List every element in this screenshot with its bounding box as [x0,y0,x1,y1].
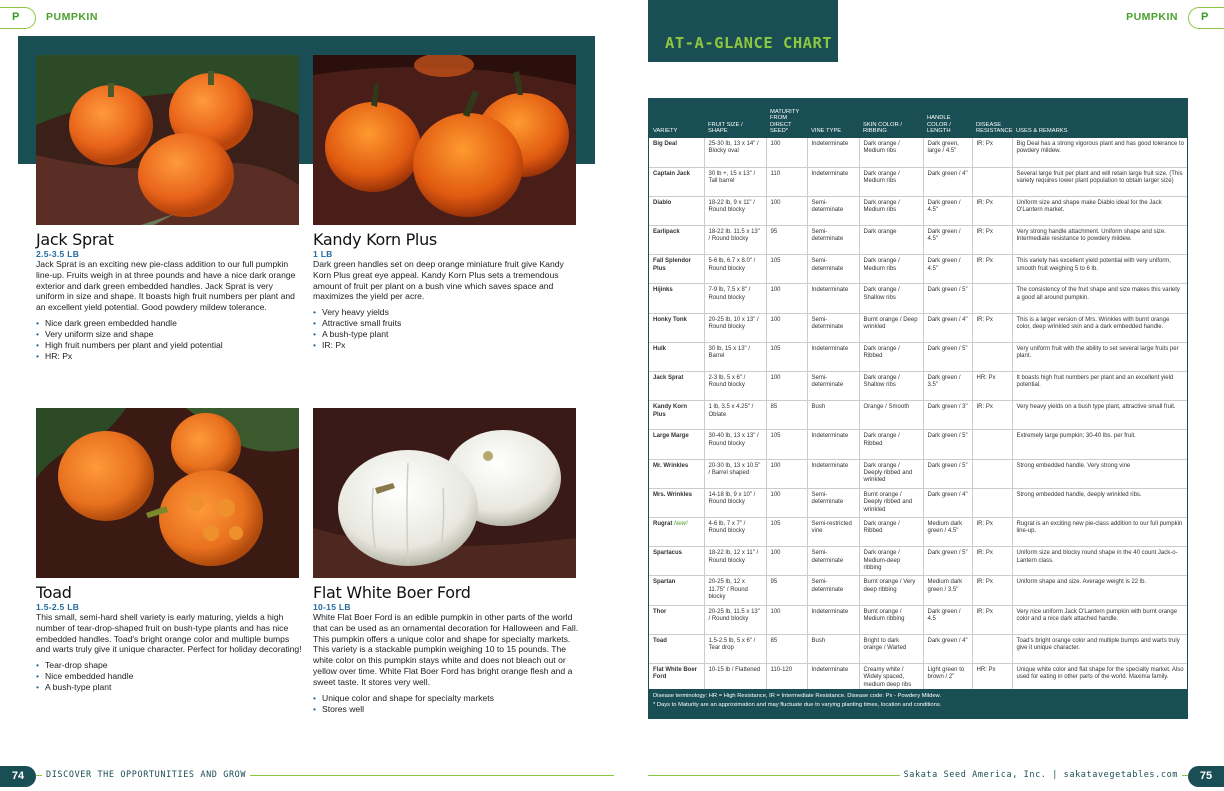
variety-name: Flat White Boer Ford [313,583,471,602]
cell-remarks: Very nice uniform Jack O'Lantern pumpkin with burnt orange color and a nice dark attached handle. [1012,605,1187,634]
cell-maturity: 100 [766,459,807,488]
toad-photo [36,408,299,578]
cell-size: 18-22 lb, 12 x 11" / Round blocky [704,547,766,576]
chart-table [649,99,1187,693]
variety-kandy-korn-plus [313,230,579,351]
variety-name: Mrs. Wrinkles [653,491,692,498]
cell-remarks: Toad's bright orange color and multiple bumps and warts truly give it unique character. [1012,634,1187,663]
chart-title: AT-A-GLANCE CHART [665,34,833,52]
cell-remarks: Rugrat is an exciting new pie-class addition to our full pumpkin line-up. [1012,517,1187,546]
cell-size: 10-15 lb / Flattened [704,663,766,692]
cell-disease [972,167,1012,196]
cell-variety [649,313,704,342]
table-row [649,342,1187,371]
cell-variety [649,547,704,576]
cell-variety [649,517,704,546]
variety-bullets [313,693,579,715]
variety-name: Jack Sprat [653,375,684,381]
column-header: MATURITY FROM DIRECT SEED* [766,99,807,138]
cell-size: 20-25 lb, 10 x 13" / Round blocky [704,313,766,342]
cell-handle: Dark green / 4.5" [923,226,972,255]
cell-size: 7-9 lb, 7.5 x 8" / Round blocky [704,284,766,313]
left-section-name: PUMPKIN [46,11,98,23]
cell-vine: Bush [807,634,859,663]
cell-vine: Indeterminate [807,167,859,196]
cell-variety [649,284,704,313]
cell-remarks: Extremely large pumpkin; 30-40 lbs. per fruit. [1012,430,1187,459]
variety-name: Kandy Korn Plus [653,404,688,418]
cell-maturity: 100 [766,372,807,401]
cell-disease: IR: Px [972,605,1012,634]
cell-vine: Bush [807,401,859,430]
cell-variety [649,459,704,488]
right-section-name: PUMPKIN [1126,11,1178,23]
cell-handle: Medium dark green / 3.5" [923,576,972,605]
cell-remarks: Big Deal has a strong vigorous plant and has good tolerance to powdery mildew. [1012,138,1187,167]
table-row [649,605,1187,634]
cell-variety [649,430,704,459]
cell-vine: Indeterminate [807,284,859,313]
table-row [649,313,1187,342]
cell-handle: Dark green / 4" [923,313,972,342]
cell-variety [649,401,704,430]
cell-vine: Indeterminate [807,138,859,167]
cell-skin: Dark orange / Medium ribs [859,255,923,284]
cell-disease: HR: Px [972,663,1012,692]
cell-maturity: 100 [766,547,807,576]
right-page-number: 75 [1188,766,1224,787]
cell-skin: Dark orange / Shallow ribs [859,284,923,313]
variety-name: Fall Splendor Plus [653,258,692,272]
cell-remarks: Very uniform fruit with the ability to set several large fruits per plant. [1012,342,1187,371]
cell-skin: Dark orange / Ribbed [859,342,923,371]
cell-vine: Indeterminate [807,605,859,634]
cell-vine: Semi-determinate [807,576,859,605]
cell-skin: Dark orange / Ribbed [859,517,923,546]
cell-skin: Dark orange / Deeply ribbed and wrinkled [859,459,923,488]
cell-remarks: Uniform shape and size. Average weight is 22 lb. [1012,576,1187,605]
cell-handle: Dark green / 5" [923,547,972,576]
cell-vine: Semi-determinate [807,313,859,342]
cell-remarks: Uniform size and blocky round shape in the 40 count Jack-o-Lantern class. [1012,547,1187,576]
table-row [649,430,1187,459]
cell-remarks: Strong embedded handle. Very strong vine [1012,459,1187,488]
cell-size: 14-18 lb, 9 x 10" / Round blocky [704,488,766,517]
cell-disease: IR: Px [972,401,1012,430]
cell-disease [972,430,1012,459]
right-footer-company: Sakata Seed America, Inc. | sakatavegetables.com [900,770,1182,780]
bullet-item: • Unique color and shape for specialty markets [313,693,579,704]
cell-maturity: 105 [766,255,807,284]
column-header: VARIETY [649,99,704,138]
bullet-item: • IR: Px [313,340,579,351]
cell-disease: HR: Px [972,372,1012,401]
cell-variety [649,634,704,663]
cell-variety [649,605,704,634]
variety-bullets [36,318,302,362]
table-row [649,634,1187,663]
footnote-maturity: * Days to Maturity are an approximation and may fluctuate due to varying planting times, location and conditions. [653,702,942,708]
jack-sprat-photo [36,55,299,225]
cell-handle: Medium dark green / 4.5" [923,517,972,546]
table-row [649,576,1187,605]
cell-size: 20-25 lb, 11.5 x 13" / Round blocky [704,605,766,634]
cell-skin: Burnt orange / Deep wrinkled [859,313,923,342]
cell-maturity: 110-120 [766,663,807,692]
variety-name: Rugrat [653,520,673,527]
table-row [649,255,1187,284]
bullet-item: • Attractive small fruits [313,318,579,329]
variety-toad [36,583,302,693]
cell-vine: Semi-determinate [807,372,859,401]
right-tab-letter: P [1201,11,1209,23]
chart-body [649,138,1187,693]
cell-handle: Dark green / 4" [923,488,972,517]
table-row [649,284,1187,313]
variety-weight: 1.5-2.5 LB [36,602,80,612]
cell-variety [649,167,704,196]
cell-vine: Semi-restricted vine [807,517,859,546]
bullet-item: • A bush-type plant [36,682,302,693]
variety-description: Dark green handles set on deep orange miniature fruit give Kandy Korn Plus great eye appeal. Kandy Korn Plus sets a tremendous amount of fruit per plant on a bush vine which saves space and maximizes the yield per acre. [313,259,564,302]
variety-bullets [36,660,302,693]
new-badge: New! [674,520,688,527]
variety-name: Toad [653,637,667,644]
cell-size: 25-30 lb, 13 x 14" / Blocky oval [704,138,766,167]
cell-vine: Semi-determinate [807,488,859,517]
left-footer-tagline: DISCOVER THE OPPORTUNITIES AND GROW [42,770,250,780]
cell-disease: IR: Px [972,517,1012,546]
cell-vine: Semi-determinate [807,196,859,225]
kandy-korn-plus-photo [313,55,576,225]
table-row [649,401,1187,430]
variety-description: Jack Sprat is an exciting new pie-class addition to our full pumpkin line-up. Fruits weigh in at three pounds and have a nice dark orange exterior and dark green embedded handles. Jack Sprat is very uniform in size and shape. It boasts high fruit numbers per plant and an excellent yield potential. Good powdery mildew tolerance. [36,259,296,313]
table-row [649,372,1187,401]
column-header: HANDLE COLOR / LENGTH [923,99,972,138]
bullet-item: • Tear-drop shape [36,660,302,671]
cell-vine: Indeterminate [807,459,859,488]
chart-banner [648,0,838,62]
variety-weight: 2.5-3.5 LB [36,249,80,259]
cell-remarks: This is a larger version of Mrs. Wrinkles with burnt orange color, deep wrinkled skin and a dark embedded handle. [1012,313,1187,342]
bullet-item: • Nice embedded handle [36,671,302,682]
variety-name: Flat White Boer Ford [653,666,698,681]
cell-size: 4-6 lb, 7 x 7" / Round blocky [704,517,766,546]
variety-name: Spartan [653,579,676,586]
cell-skin: Dark orange / Medium ribs [859,167,923,196]
left-tab-letter: P [12,11,20,23]
flat-white-boer-ford-photo [313,408,576,578]
variety-jack-sprat [36,230,302,362]
variety-weight: 10-15 LB [313,602,351,612]
cell-skin: Dark orange / Ribbed [859,430,923,459]
cell-size: 30 lb, 15 x 13" / Barrel [704,342,766,371]
cell-size: 30 lb +, 15 x 13" / Tall barrel [704,167,766,196]
cell-skin: Burnt orange / Medium ribbing [859,605,923,634]
cell-maturity: 100 [766,488,807,517]
cell-size: 30-40 lb, 13 x 13" / Round blocky [704,430,766,459]
variety-name: Thor [653,608,667,615]
cell-variety [649,226,704,255]
cell-size: 20-25 lb, 12 x 11.75" / Round blocky [704,576,766,605]
table-row [649,517,1187,546]
cell-handle: Dark green / 3" [923,401,972,430]
variety-flat-white-boer-ford [313,583,579,715]
cell-size: 1.5-2.5 lb, 5 x 6" / Tear drop [704,634,766,663]
cell-handle: Dark green / 4.5 [923,605,972,634]
variety-weight: 1 LB [313,249,333,259]
cell-handle: Dark green / 5" [923,342,972,371]
cell-vine: Indeterminate [807,663,859,692]
bullet-item: • High fruit numbers per plant and yield potential [36,340,302,351]
bullet-item: • Very uniform size and shape [36,329,302,340]
cell-handle: Dark green, large / 4.5" [923,138,972,167]
cell-handle: Dark green / 4" [923,634,972,663]
bullet-item: • Stores well [313,704,579,715]
variety-description: This small, semi-hard shell variety is early maturing, yields a high number of tear-drop-shaped fruit on bush-type plants and has nice embedded handles. Toad's bright orange color and multiple bumps and warts truly give it unique character. Perfect for holiday decorating! [36,612,302,655]
cell-variety [649,342,704,371]
table-row [649,167,1187,196]
variety-name: Toad [36,583,72,602]
cell-variety [649,196,704,225]
cell-size: 1 lb, 3.5 x 4.25" / Oblate [704,401,766,430]
cell-maturity: 110 [766,167,807,196]
cell-maturity: 105 [766,517,807,546]
cell-size: 20-30 lb, 13 x 10.5" / Barrel shaped [704,459,766,488]
cell-skin: Orange / Smooth [859,401,923,430]
cell-handle: Light green to brown / 2" [923,663,972,692]
left-section-tab [0,7,36,29]
bullet-item: • HR: Px [36,351,302,362]
cell-variety [649,576,704,605]
cell-remarks: This variety has excellent yield potential with very uniform, smooth fruit weighing 5 to 6 lb. [1012,255,1187,284]
variety-name: Earlipack [653,229,680,236]
cell-maturity: 100 [766,284,807,313]
variety-name: Hulk [653,345,667,352]
bullet-item: • Very heavy yields [313,307,579,318]
cell-maturity: 105 [766,342,807,371]
cell-handle: Dark green / 5" [923,459,972,488]
column-header: USES & REMARKS [1012,99,1187,138]
cell-size: 5-6 lb, 6.7 x 8.0" / Round blocky [704,255,766,284]
cell-skin: Creamy white / Widely spaced, medium deep ribs [859,663,923,692]
cell-skin: Dark orange / Medium ribs [859,138,923,167]
cell-disease: IR: Px [972,576,1012,605]
table-row [649,459,1187,488]
bullet-item: • A bush-type plant [313,329,579,340]
cell-vine: Semi-determinate [807,226,859,255]
variety-name: Big Deal [653,141,678,147]
footnote-disease: Disease terminology: HR = High Resistance, IR = Intermediate Resistance. Disease code: Px - Powdery Mildew. [653,693,942,699]
variety-bullets [313,307,579,351]
cell-maturity: 100 [766,138,807,167]
variety-name: Honky Tonk [653,316,687,323]
cell-skin: Dark orange / Shallow ribs [859,372,923,401]
column-header: DISEASE RESISTANCE [972,99,1012,138]
cell-disease: IR: Px [972,196,1012,225]
cell-remarks: The consistency of the fruit shape and size makes this variety a good all around pumpkin. [1012,284,1187,313]
left-page-number: 74 [0,766,36,787]
bullet-item: • Nice dark green embedded handle [36,318,302,329]
cell-handle: Dark green / 4.5" [923,255,972,284]
cell-skin: Burnt orange / Deeply ribbed and wrinkled [859,488,923,517]
cell-size: 18-22 lb. 11.5 x 13" / Round blocky [704,226,766,255]
cell-skin: Burnt orange / Very deep ribbing [859,576,923,605]
cell-skin: Bright to dark orange / Warted [859,634,923,663]
column-header: SKIN COLOR / RIBBING [859,99,923,138]
cell-disease: IR: Px [972,138,1012,167]
cell-maturity: 85 [766,634,807,663]
table-header-row [649,99,1187,138]
cell-vine: Indeterminate [807,430,859,459]
cell-size: 18-22 lb, 9 x 11" / Round blocky [704,196,766,225]
cell-remarks: Unique white color and flat shape for the specialty market. Also used for eating in other parts of the world. Maxima family. [1016,666,1184,681]
cell-variety [649,488,704,517]
variety-name: Spartacus [653,550,683,557]
cell-remarks: Very heavy yields on a bush type plant, attractive small fruit. [1012,401,1187,430]
cell-disease: IR: Px [972,313,1012,342]
cell-variety [649,138,704,167]
table-row [649,138,1187,167]
cell-disease: IR: Px [972,547,1012,576]
cell-maturity: 100 [766,313,807,342]
cell-size: 2-3 lb, 5 x 6" / Round blocky [704,372,766,401]
cell-maturity: 85 [766,401,807,430]
cell-disease [972,634,1012,663]
variety-name: Kandy Korn Plus [313,230,437,249]
cell-maturity: 100 [766,605,807,634]
cell-maturity: 95 [766,576,807,605]
cell-remarks: It boasts high fruit numbers per plant and an excellent yield potential. [1012,372,1187,401]
variety-name: Mr. Wrinkles [653,462,689,469]
cell-variety [649,372,704,401]
cell-variety [649,255,704,284]
cell-remarks: Strong embedded handle, deeply wrinkled ribs. [1012,488,1187,517]
cell-maturity: 100 [766,196,807,225]
cell-remarks: Several large fruit per plant and will retain large fruit size. (This variety requires lower plant population to obtain larger size) [1012,167,1187,196]
cell-skin: Dark orange / Medium-deep ribbing [859,547,923,576]
cell-disease [972,284,1012,313]
cell-disease [972,342,1012,371]
table-row [649,488,1187,517]
table-row [649,226,1187,255]
cell-disease [972,459,1012,488]
variety-name: Jack Sprat [36,230,114,249]
variety-name: Large Marge [653,433,689,440]
cell-skin: Dark orange / Medium ribs [859,196,923,225]
cell-skin: Dark orange [859,226,923,255]
cell-handle: Dark green / 5" [923,430,972,459]
variety-name: Hijinks [653,287,673,294]
at-a-glance-chart [648,98,1188,719]
cell-vine: Indeterminate [807,342,859,371]
column-header: VINE TYPE [807,99,859,138]
table-row [649,547,1187,576]
cell-handle: Dark green / 3.5" [923,372,972,401]
variety-description: White Flat Boer Ford is an edible pumpkin in other parts of the world that can be used as an ornamental decoration for Halloween and Fall. This pumpkin offers a unique color and shape for specialty markets. This variety is a stackable pumpkin weighing 10 to 15 pounds. The white color on this pumpkin stays white and does not bleach out or yellow over time. White Flat Boer Ford has bright orange flesh and a sweet taste. It stores very well. [313,612,579,687]
column-header: FRUIT SIZE / SHAPE [704,99,766,138]
cell-vine: Semi-determinate [807,547,859,576]
cell-remarks: Uniform size and shape make Diablo ideal for the Jack O'Lantern market. [1012,196,1187,225]
right-section-tab [1188,7,1224,29]
cell-maturity: 95 [766,226,807,255]
variety-name: Captain Jack [653,170,691,177]
variety-name: Diablo [653,199,672,206]
cell-handle: Dark green / 5" [923,284,972,313]
table-row [649,196,1187,225]
cell-handle: Dark green / 4" [923,167,972,196]
chart-footnotes [649,689,1187,718]
cell-disease [972,488,1012,517]
cell-disease: IR: Px [972,226,1012,255]
cell-remarks: Very strong handle attachment. Uniform shape and size. Intermediate resistance to powdery mildew. [1012,226,1187,255]
cell-handle: Dark green / 4.5" [923,196,972,225]
cell-maturity: 105 [766,430,807,459]
cell-disease: IR: Px [972,255,1012,284]
cell-vine: Semi-determinate [807,255,859,284]
